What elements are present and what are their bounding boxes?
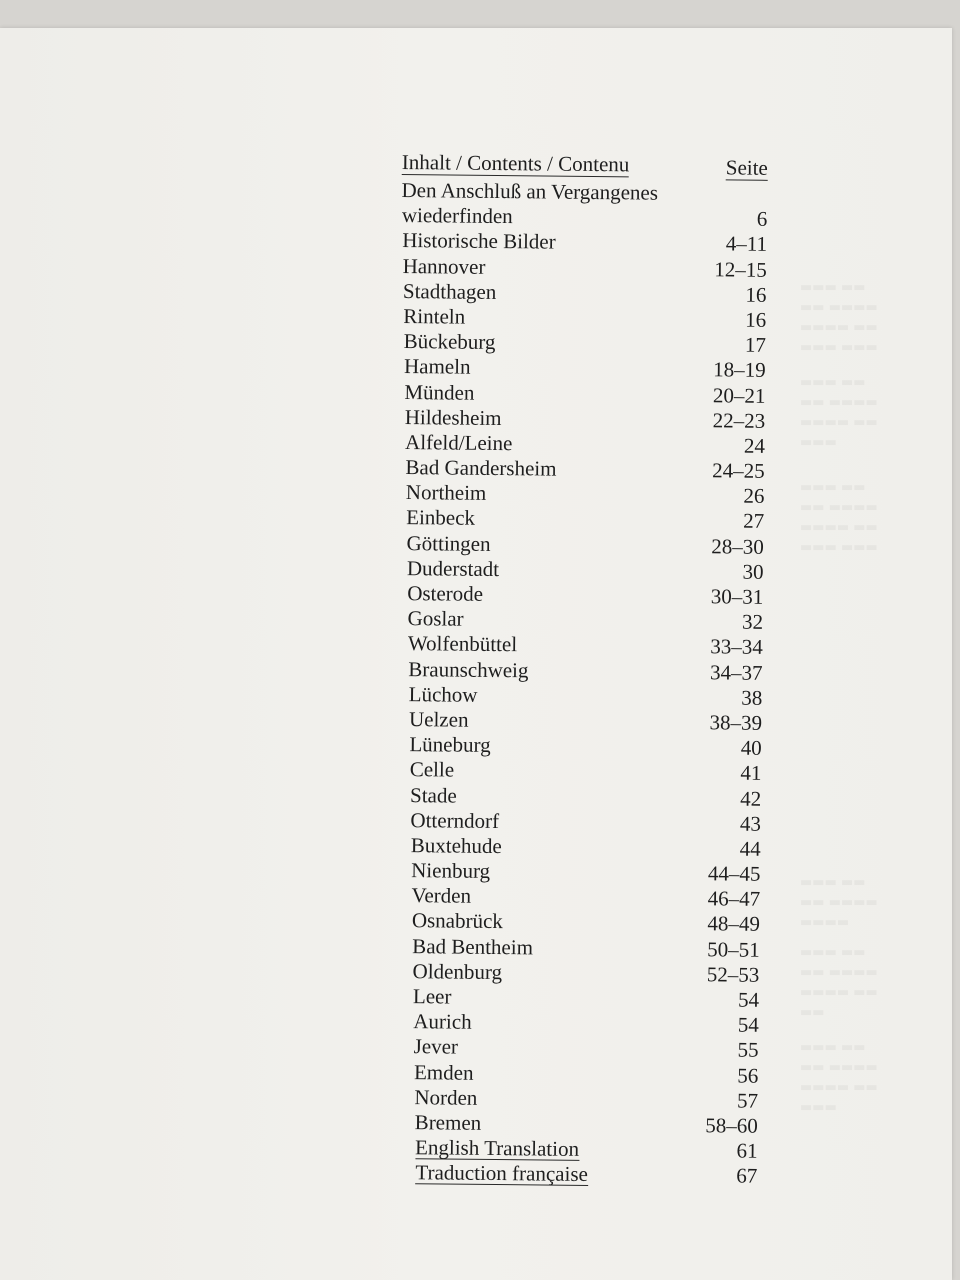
table-of-contents: [391, 150, 802, 1190]
toc-entry-title: Aurich: [413, 1009, 472, 1034]
toc-entry-page: 26: [743, 483, 765, 509]
toc-entry-title: Stadthagen: [402, 278, 497, 304]
toc-entry-title: Hildesheim: [404, 404, 502, 430]
toc-entry-page: 67: [736, 1163, 758, 1189]
toc-entry-title: Osnabrück: [411, 908, 504, 934]
toc-entry-title: Northeim: [405, 480, 487, 506]
toc-entry: [414, 1060, 793, 1089]
toc-entry-title: [415, 1135, 579, 1162]
toc-header: [402, 150, 802, 182]
toc-heading: Inhalt / Contents / Contenu: [401, 150, 630, 177]
toc-entry-title: Braunschweig: [408, 656, 529, 682]
toc-entry-title: Verden: [411, 883, 472, 909]
toc-entry-page: 16: [745, 282, 767, 307]
show-through-text: ▬▬▬ ▬▬ ▬▬ ▬▬▬▬ ▬▬▬▬: [800, 875, 878, 930]
show-through-text: ▬▬▬ ▬▬ ▬▬ ▬▬▬▬ ▬▬▬▬ ▬▬ ▬▬▬: [800, 375, 878, 450]
toc-entry-title: Bremen: [414, 1110, 482, 1135]
toc-entry-page: 58–60: [705, 1113, 758, 1138]
toc-entry-page: 46–47: [707, 886, 761, 912]
toc-entry-page: 33–34: [710, 634, 763, 660]
page-column-label: Seite: [725, 155, 768, 180]
toc-entry-title: Uelzen: [408, 707, 469, 732]
toc-entry-page: 20–21: [712, 382, 766, 408]
toc-entry-title: Emden: [413, 1059, 474, 1085]
toc-entry: [414, 1035, 793, 1064]
toc-entry-page: 18–19: [713, 357, 766, 383]
toc-entry-title: Oldenburg: [412, 958, 503, 984]
toc-entry-title: Celle: [409, 757, 455, 782]
toc-entry-page: 48–49: [707, 911, 761, 937]
toc-entry-title: Nienburg: [411, 858, 491, 884]
toc-entry-page: 54: [737, 987, 760, 1012]
show-through-text: ▬▬▬ ▬▬ ▬▬ ▬▬▬▬ ▬▬▬▬ ▬▬ ▬▬▬: [800, 1040, 878, 1115]
toc-entry-title: Osterode: [407, 581, 484, 606]
toc-entry-title: Leer: [412, 984, 452, 1009]
toc-entry-page: 44: [739, 836, 761, 861]
toc-entry-page: 52–53: [706, 962, 760, 987]
toc-entry-title: Göttingen: [406, 530, 491, 556]
toc-entry-title: Den Anschluß an Vergangenes: [401, 177, 659, 205]
toc-entry-title: Duderstadt: [406, 555, 500, 581]
toc-entry-title: Bad Bentheim: [412, 933, 534, 960]
toc-entry-page: 40: [740, 735, 762, 760]
toc-entry-page: 16: [745, 307, 767, 332]
toc-entry-page: 24: [743, 433, 766, 458]
toc-entry: [415, 1161, 791, 1190]
toc-entry-title: Goslar: [407, 606, 464, 631]
toc-entry-page: 57: [736, 1088, 759, 1113]
toc-entry-page: 34–37: [709, 659, 763, 685]
toc-entry-title-underlined: English Translation: [414, 1135, 580, 1162]
toc-entry-page: 41: [740, 760, 762, 786]
toc-entry-title: Jever: [413, 1034, 459, 1060]
toc-entry-page: 54: [737, 1012, 759, 1037]
toc-entry-title: Lüchow: [408, 681, 478, 707]
toc-entry-title: Stade: [409, 782, 457, 808]
toc-entry-title: Rinteln: [403, 303, 466, 329]
toc-entry: [414, 1085, 792, 1114]
show-through-text: ▬▬▬ ▬▬ ▬▬ ▬▬▬▬ ▬▬▬▬ ▬▬ ▬▬▬ ▬▬▬: [800, 480, 878, 555]
toc-entry-page: 27: [743, 509, 765, 534]
toc-entries: [391, 178, 802, 1190]
toc-entry-title: Otterndorf: [410, 807, 500, 833]
toc-entry-page: 42: [740, 786, 762, 811]
toc-entry-page: 44–45: [707, 861, 761, 886]
toc-entry-title: Lüneburg: [409, 732, 491, 758]
toc-entry-page: 22–23: [712, 407, 766, 433]
show-through-text: ▬▬▬ ▬▬ ▬▬ ▬▬▬▬ ▬▬▬▬ ▬▬ ▬▬: [800, 945, 878, 1020]
toc-entry-title: Buxtehude: [410, 833, 502, 858]
toc-entry-page: 50–51: [707, 936, 760, 962]
toc-entry-title: Münden: [404, 379, 475, 405]
toc-entry-page: 55: [737, 1037, 759, 1063]
toc-entry-title: Norden: [414, 1084, 478, 1110]
toc-entry: [415, 1135, 792, 1164]
toc-entry-title: Hameln: [403, 354, 471, 380]
toc-entry-page: 6: [756, 206, 768, 232]
toc-entry-page: 4–11: [725, 231, 768, 257]
toc-entry-title: Bad Gandersheim: [405, 455, 557, 481]
toc-entry-title: Bückeburg: [403, 329, 496, 355]
toc-entry-page: 24–25: [712, 458, 765, 483]
toc-entry-page: 56: [737, 1063, 759, 1088]
toc-entry-title: Historische Bilder: [402, 228, 556, 254]
toc-entry-title: Wolfenbüttel: [407, 631, 518, 657]
toc-entry-page: 12–15: [714, 256, 767, 282]
toc-entry-page: 38: [741, 685, 763, 710]
toc-entry-title: Einbeck: [406, 505, 476, 531]
toc-entry-title: Alfeld/Leine: [405, 429, 513, 456]
toc-entry-page: 38–39: [709, 710, 763, 735]
toc-entry-page: 61: [736, 1138, 758, 1163]
toc-entry-page: 30–31: [710, 584, 764, 609]
toc-entry-title: wiederfinden: [401, 203, 513, 229]
toc-entry-title: Hannover: [402, 253, 486, 279]
toc-entry-page: 17: [744, 332, 767, 357]
toc-entry-title: [415, 1161, 588, 1188]
toc-entry: [415, 1110, 792, 1139]
show-through-text: ▬▬▬ ▬▬ ▬▬ ▬▬▬▬ ▬▬▬▬ ▬▬ ▬▬▬ ▬▬▬: [800, 280, 878, 355]
toc-entry-page: 43: [739, 811, 762, 836]
toc-entry-page: 32: [741, 609, 764, 634]
toc-entry-page: 28–30: [711, 533, 764, 559]
toc-entry-page: 30: [742, 559, 764, 584]
toc-entry-title-underlined: Traduction française: [415, 1160, 589, 1187]
